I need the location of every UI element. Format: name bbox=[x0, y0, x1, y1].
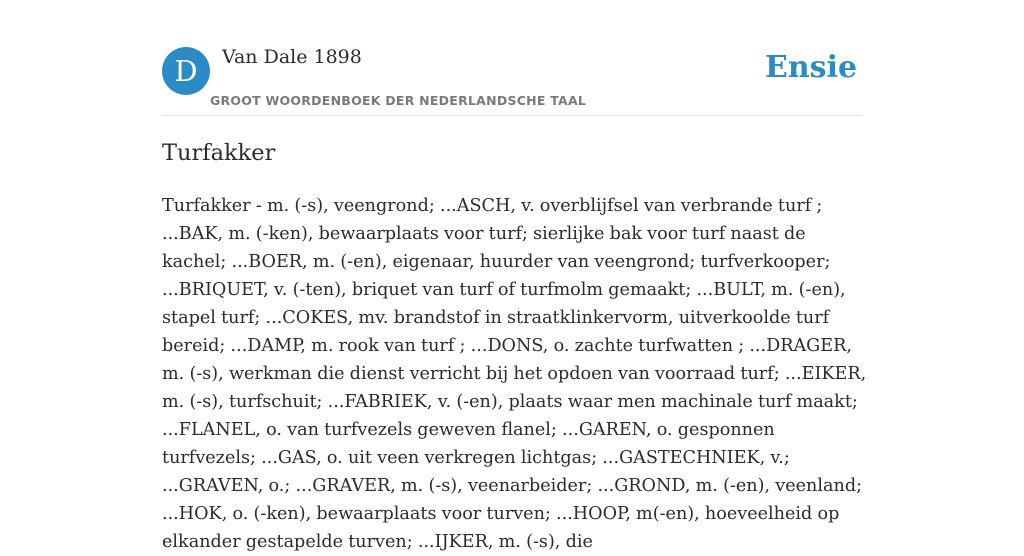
dictionary-logo-letter: D bbox=[174, 53, 198, 88]
dictionary-title[interactable]: Van Dale 1898 bbox=[222, 46, 362, 68]
dictionary-logo[interactable] bbox=[162, 47, 210, 95]
header-divider bbox=[162, 115, 862, 116]
entry-definition: Turfakker - m. (-s), veengrond; ...ASCH, v. overblijfsel van verbrande turf ; ...BAK, m. (-ken), bewaarplaats voor turf; sierlijke bak voor turf naast de kachel; ...BOER, m. (-en), eigenaar, huurder van veengrond; turfverkooper; ...BRIQUET, v. (-ten), briquet van turf of turfmolm gemaakt; ...BULT, m. (-en), stapel turf; ...COKES, mv. brandstof in straatklinkervorm, uitverkoolde turf bereid; ...DAMP, m. rook van turf ; ...DONS, o. zachte turfwatten ; ...DRAGER, m. (-s), werkman die dienst verricht bij het opdoen van voorraad turf; ...EIKER, m. (-s), turfschuit; ...FABRIEK, v. (-en), plaats waar men machinale turf maakt; ...FLANEL, o. van turfvezels geweven flanel; ...GAREN, o. gesponnen turfvezels; ...GAS, o. uit veen verkregen lichtgas; ...GASTECHNIEK, v.; ...GRAVEN, o.; ...GRAVER, m. (-s), veenarbeider; ...GROND, m. (-en), veenland; ...HOK, o. (-ken), bewaarplaats voor turven; ...HOOP, m(-en), hoeveelheid op elkander gestapelde turven; ...IJKER, m. (-s), die bbox=[162, 196, 867, 552]
ensie-brand-logo[interactable]: Ensie bbox=[765, 50, 858, 85]
dictionary-subtitle: GROOT WOORDENBOEK DER NEDERLANDSCHE TAAL bbox=[210, 93, 587, 108]
entry-title: Turfakker bbox=[162, 140, 276, 166]
